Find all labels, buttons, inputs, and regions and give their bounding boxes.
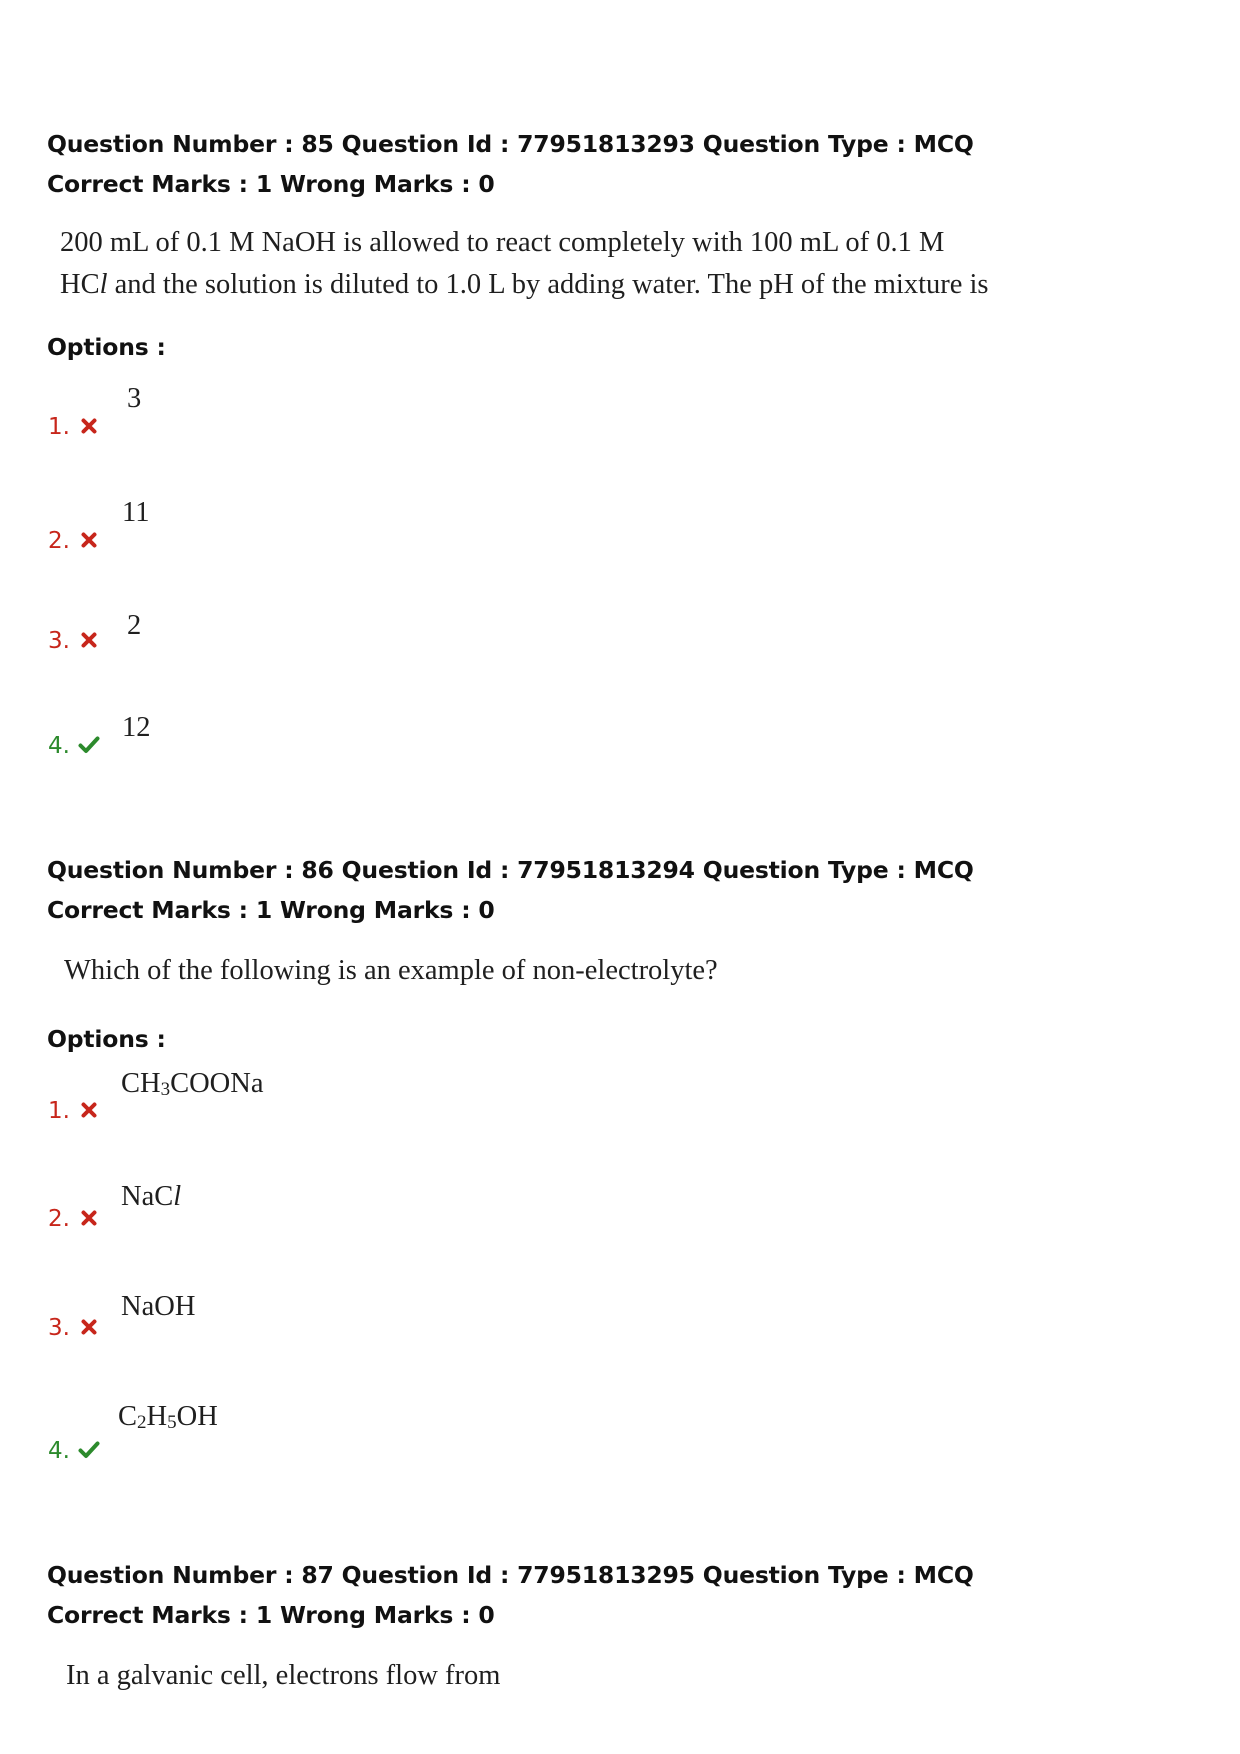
check-icon	[78, 735, 100, 755]
option-value: 2	[127, 610, 142, 641]
cross-icon	[80, 531, 98, 549]
option-number: 3.	[48, 628, 70, 654]
option-value: NaCl	[121, 1181, 182, 1212]
question-header: Question Number : 85 Question Id : 77951813293 Question Type : MCQ	[47, 130, 974, 158]
option-number: 2.	[48, 528, 70, 554]
question-text-line-1: 200 mL of 0.1 M NaOH is allowed to react completely with 100 mL of 0.1 M	[60, 227, 945, 258]
question-text-line-2: HCl and the solution is diluted to 1.0 L by adding water. The pH of the mixture is	[60, 269, 989, 300]
option-value: 11	[122, 497, 150, 528]
option-value: 12	[122, 712, 151, 743]
check-icon	[78, 1440, 100, 1460]
option-number: 1.	[48, 1098, 70, 1124]
question-text-line-1: In a galvanic cell, electrons flow from	[66, 1660, 501, 1691]
options-label: Options :	[47, 1025, 166, 1053]
option-value: 3	[127, 383, 142, 414]
cross-icon	[80, 1318, 98, 1336]
question-header: Question Number : 86 Question Id : 77951813294 Question Type : MCQ	[47, 856, 974, 884]
option-number: 2.	[48, 1206, 70, 1232]
options-label: Options :	[47, 333, 166, 361]
option-number: 1.	[48, 414, 70, 440]
option-value: NaOH	[121, 1291, 196, 1322]
option-value: $CH_3COONa$	[121, 1068, 264, 1100]
marks-line: Correct Marks : 1 Wrong Marks : 0	[47, 896, 495, 924]
marks-line: Correct Marks : 1 Wrong Marks : 0	[47, 170, 495, 198]
question-header: Question Number : 87 Question Id : 77951813295 Question Type : MCQ	[47, 1561, 974, 1589]
cross-icon	[80, 1209, 98, 1227]
question-text-line-1: Which of the following is an example of non-electrolyte?	[64, 955, 718, 986]
option-number: 3.	[48, 1315, 70, 1341]
option-value: $C_2H_5OH$	[118, 1401, 218, 1433]
cross-icon	[80, 1101, 98, 1119]
marks-line: Correct Marks : 1 Wrong Marks : 0	[47, 1601, 495, 1629]
option-number: 4.	[48, 1438, 70, 1464]
cross-icon	[80, 631, 98, 649]
cross-icon	[80, 417, 98, 435]
option-number: 4.	[48, 733, 70, 759]
